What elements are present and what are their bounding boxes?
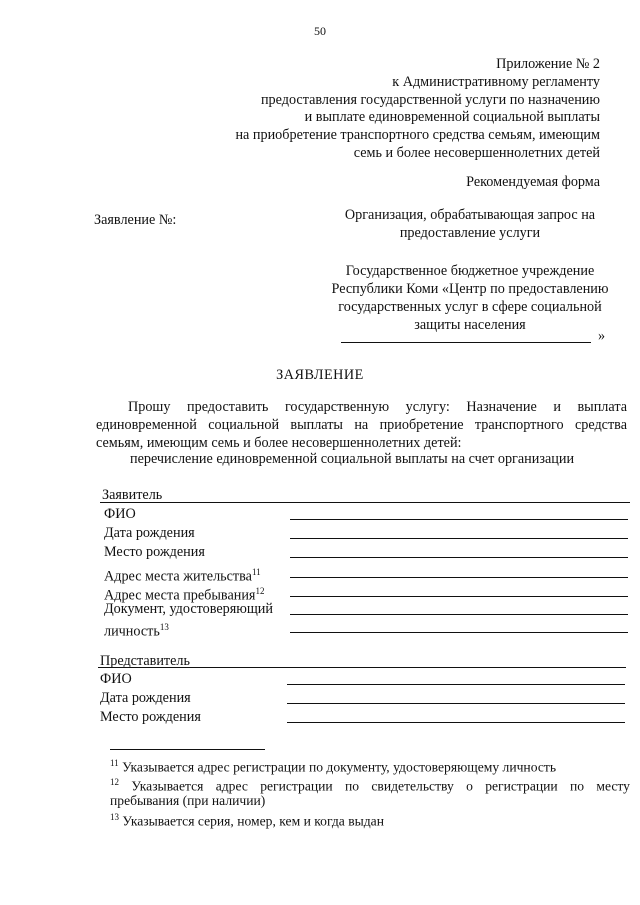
applicant-id-document-label — [104, 600, 273, 641]
request-text: Прошу предоставить государственную услугу: Назначение и выплата единовременной социальной выплаты на приобретение транспортного средства семьям, имеющим семь и более несовершеннолетних детей: — [96, 399, 627, 451]
footnote-number: 12 — [110, 777, 119, 787]
footnote-ref-12: 12 — [255, 586, 265, 596]
representative-fio-label: ФИО — [100, 671, 132, 687]
footnote-text: Указывается серия, номер, кем и когда выдан — [122, 813, 384, 829]
representative-birth-date-field[interactable] — [287, 703, 625, 704]
applicant-id-document-field-2[interactable] — [290, 632, 628, 633]
footnote-11 — [110, 755, 630, 776]
representative-divider — [98, 667, 626, 668]
footnote-number: 11 — [110, 758, 119, 768]
footnote-ref-11: 11 — [251, 567, 261, 577]
applicant-residence-field[interactable] — [290, 577, 628, 578]
closing-quote: » — [598, 328, 606, 344]
appendix-line: к Административному регламенту — [392, 73, 600, 90]
id-doc-line1: Документ, удостоверяющий — [104, 601, 273, 617]
page-number: 50 — [314, 24, 326, 38]
representative-heading: Представитель — [100, 653, 190, 669]
recommended-form-label: Рекомендуемая форма — [466, 174, 600, 190]
footnote-ref-13: 13 — [159, 622, 169, 632]
application-number-label: Заявление №: — [94, 212, 177, 228]
appendix-line: Приложение № 2 — [496, 56, 600, 72]
institution-line: защиты населения — [414, 317, 526, 333]
footnote-12-continuation: пребывания (при наличии) — [110, 793, 266, 808]
footnote-text: Указывается адрес регистрации по документу, удостоверяющему личность — [122, 759, 557, 775]
institution-line: Государственное бюджетное учреждение — [345, 263, 595, 279]
representative-birth-date-label: Дата рождения — [100, 690, 191, 706]
applicant-heading: Заявитель — [102, 487, 163, 503]
footnote-text: Указывается адрес регистрации по свидетельству о регистрации по месту — [131, 778, 630, 794]
appendix-line: и выплате единовременной социальной выплаты — [304, 109, 600, 126]
organization-caption — [330, 206, 610, 242]
applicant-fio-label: ФИО — [104, 506, 136, 522]
appendix-header — [160, 56, 600, 163]
institution-name — [330, 262, 610, 334]
institution-line: государственных услуг в сфере социальной — [338, 299, 602, 315]
representative-birth-place-field[interactable] — [287, 722, 625, 723]
applicant-birth-date-field[interactable] — [290, 538, 628, 539]
applicant-birth-place-field[interactable] — [290, 557, 628, 558]
payment-method-text: перечисление единовременной социальной выплаты на счет организации — [130, 451, 575, 467]
applicant-fio-field[interactable] — [290, 519, 628, 520]
organization-line: предоставление услуги — [399, 225, 541, 241]
id-doc-line2: личность — [104, 623, 160, 640]
applicant-stay-field[interactable] — [290, 596, 628, 597]
residence-text: Адрес места жительства — [104, 568, 252, 585]
appendix-line: семь и более несовершеннолетних детей — [353, 144, 600, 161]
representative-fio-field[interactable] — [287, 684, 625, 685]
stay-text: Адрес места пребывания — [104, 587, 256, 604]
representative-birth-place-label: Место рождения — [100, 709, 201, 725]
footnote-number: 13 — [110, 812, 119, 822]
appendix-line: предоставления государственной услуги по назначению — [260, 91, 600, 108]
applicant-birth-date-label: Дата рождения — [104, 525, 195, 541]
appendix-line: на приобретение транспортного средства семьям, имеющим — [235, 127, 600, 144]
applicant-birth-place-label: Место рождения — [104, 544, 205, 560]
organization-line: Организация, обрабатывающая запрос на — [344, 207, 596, 223]
institution-fill-line[interactable] — [341, 329, 591, 343]
applicant-divider — [100, 502, 630, 503]
footnote-separator — [110, 749, 265, 750]
institution-line: Республики Коми «Центр по предоставлению — [331, 281, 609, 297]
footnote-13 — [110, 809, 630, 830]
applicant-id-document-field-1[interactable] — [290, 614, 628, 615]
document-title: ЗАЯВЛЕНИЕ — [276, 367, 364, 383]
